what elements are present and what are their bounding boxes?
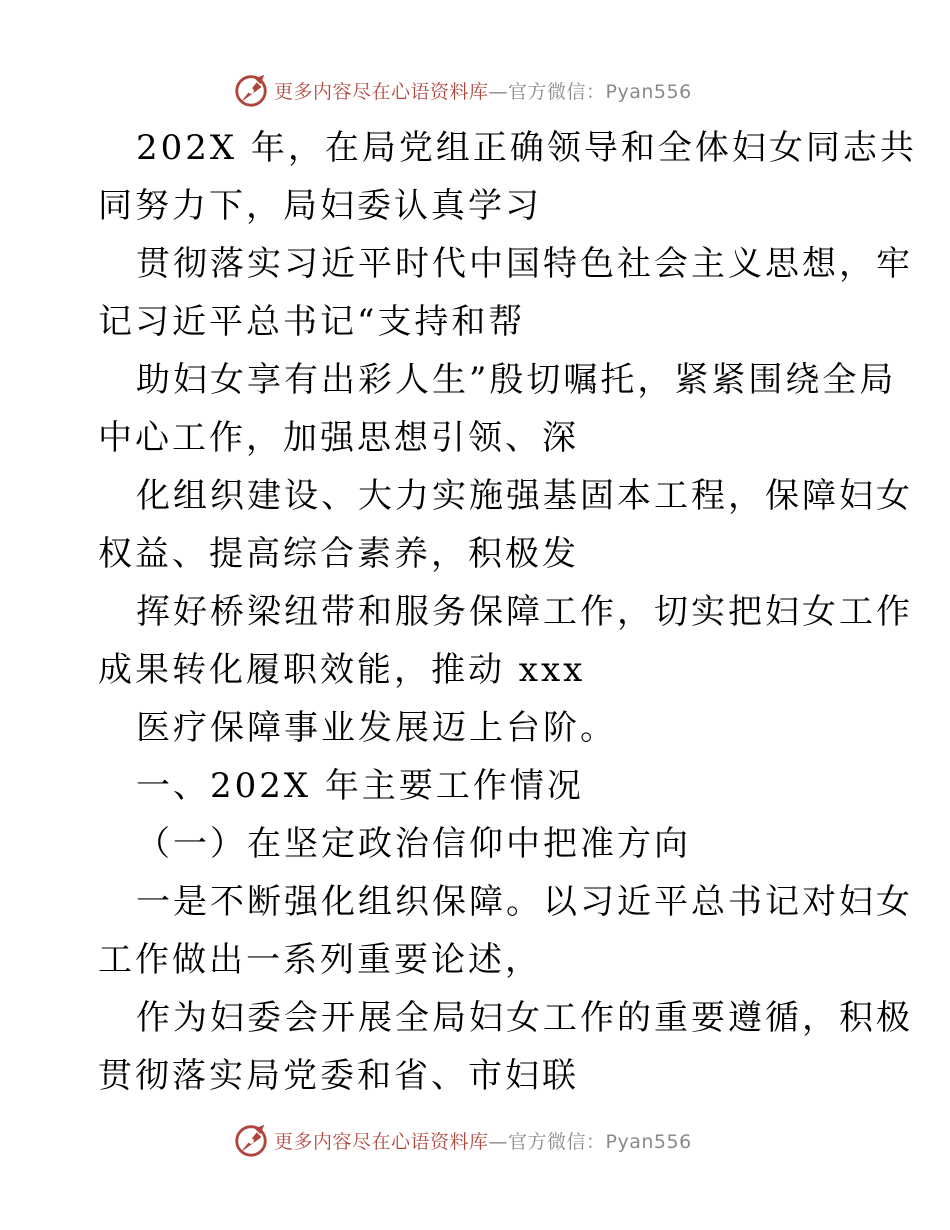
body-line-4: 记习近平总书记“支持和帮 [98,302,526,342]
body-line-9: 挥好桥梁纽带和服务保障工作，切实把妇女工作 [136,592,913,632]
body-line-16: 作为妇委会开展全局妇女工作的重要遵循，积极 [136,998,913,1038]
body-line-15: 工作做出一系列重要论述， [98,940,542,980]
body-line-7: 化组织建设、大力实施强基固本工程，保障妇女 [136,476,913,516]
body-line-10: 成果转化履职效能，推动 xxx [98,650,586,690]
body-line-17: 贯彻落实局党委和省、市妇联 [98,1056,579,1096]
footer-banner [232,1120,692,1160]
header-banner [232,70,692,110]
body-line-2: 同努力下，局妇委认真学习 [98,186,542,226]
body-line-6: 中心工作，加强思想引领、深 [98,418,579,458]
subsection-heading: （一）在坚定政治信仰中把准方向 [136,824,691,864]
footer-banner-title: 更多内容尽在心语资料库 [274,1130,489,1153]
header-banner-title: 更多内容尽在心语资料库 [274,80,489,103]
header-banner-contact: —官方微信：Pyan556 [488,80,692,103]
body-line-1: 202X 年，在局党组正确领导和全体妇女同志共 [136,128,917,168]
pen-nib-logo-icon [232,1121,270,1159]
footer-banner-contact: —官方微信：Pyan556 [488,1130,692,1153]
section-heading: 一、202X 年主要工作情况 [136,766,584,806]
body-line-5: 助妇女享有出彩人生”殷切嘱托，紧紧围绕全局 [136,360,897,400]
body-line-14: 一是不断强化组织保障。以习近平总书记对妇女 [136,882,913,922]
pen-nib-logo-icon [232,71,270,109]
body-line-11: 医疗保障事业发展迈上台阶。 [136,708,617,748]
body-line-8: 权益、提高综合素养，积极发 [98,534,579,574]
body-line-3: 贯彻落实习近平时代中国特色社会主义思想，牢 [136,244,913,284]
